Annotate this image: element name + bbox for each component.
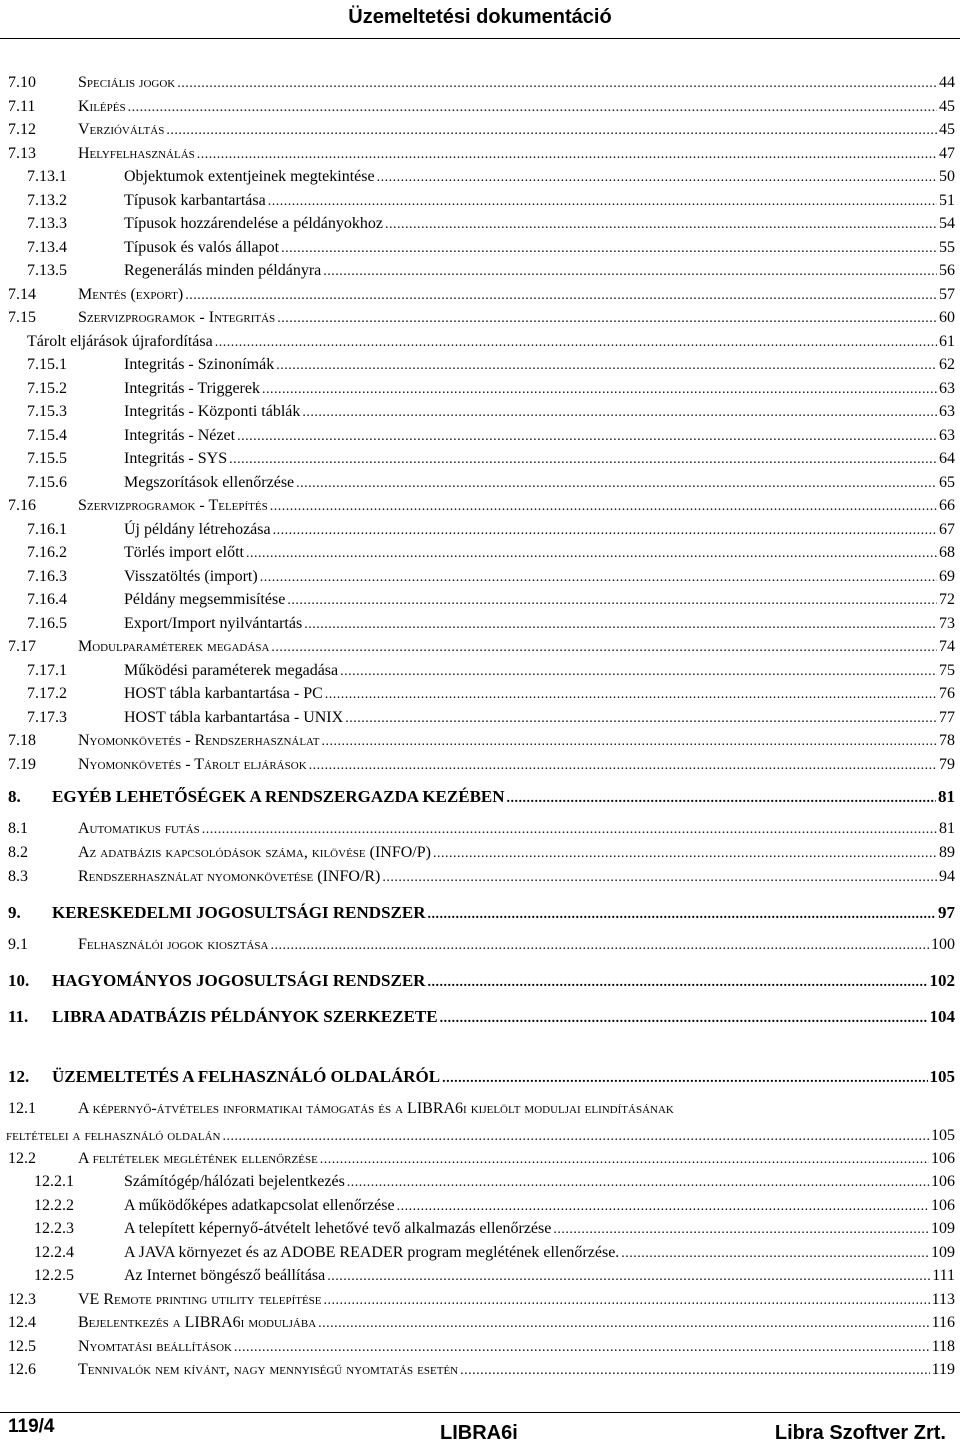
toc-entry-page: 79 — [939, 756, 955, 773]
toc-entry[interactable] — [0, 842, 955, 864]
toc-entry-title: Tárolt eljárások újrafordítása — [27, 333, 213, 350]
toc-entry-title: Szervizprogramok - Integritás — [78, 309, 276, 326]
dot-leader — [309, 755, 937, 777]
toc-entry-page: 62 — [939, 356, 955, 373]
toc-entry-page: 116 — [931, 1314, 955, 1331]
toc-entry-page: 89 — [939, 844, 955, 861]
toc-entry[interactable] — [0, 707, 955, 729]
dot-leader — [234, 1337, 930, 1359]
toc-entry-number: 7.11 — [8, 98, 36, 115]
toc-entry[interactable] — [0, 166, 955, 188]
toc-entry-number: 7.17.3 — [27, 709, 67, 726]
toc-entry-number: 7.17.1 — [27, 662, 67, 679]
dot-leader — [273, 520, 937, 542]
toc-entry-title: Mentés (export) — [78, 286, 184, 303]
toc-entry-number: 7.16.2 — [27, 544, 67, 561]
toc-entry-title: Modulparaméterek megadása — [78, 638, 270, 655]
toc-entry-title: A telepített képernyő-átvételt lehetővé tevő alkalmazás ellenőrzése — [124, 1220, 552, 1237]
dot-leader — [345, 708, 937, 730]
toc-entry-number: 9. — [8, 903, 21, 922]
toc-entry[interactable] — [0, 72, 955, 94]
dot-leader — [442, 1068, 927, 1090]
toc-entry-page: 97 — [938, 903, 955, 922]
toc-entry-title: Integritás - SYS — [124, 450, 228, 467]
toc-entry-page: 68 — [939, 544, 955, 561]
toc-entry-title: Új példány létrehozása — [124, 521, 271, 538]
toc-entry-title: Felhasználói jogok kiosztása — [78, 936, 269, 953]
dot-leader — [268, 191, 937, 213]
toc-entry-number: 7.17 — [8, 638, 36, 655]
dot-leader — [271, 637, 937, 659]
dot-leader — [385, 214, 937, 236]
toc-entry-number: 12.2.3 — [34, 1220, 74, 1237]
toc-entry-title: A feltételek meglétének ellenőrzése — [78, 1150, 318, 1167]
toc-entry-page: 106 — [931, 1150, 955, 1167]
dot-leader — [460, 1360, 929, 1382]
toc-entry[interactable] — [0, 307, 955, 329]
toc-entry-number: 12. — [8, 1067, 30, 1086]
toc-entry-page: 109 — [931, 1220, 955, 1237]
toc-entry-title: Típusok hozzárendelése a példányokhoz — [124, 215, 384, 232]
toc-entry-number: 7.13 — [8, 145, 36, 162]
toc-entry[interactable] — [0, 1265, 955, 1287]
toc-entry-number: 12.2 — [8, 1150, 36, 1167]
toc-entry-page: 56 — [939, 262, 955, 279]
dot-leader — [287, 590, 937, 612]
toc-entry[interactable] — [0, 589, 955, 611]
toc-entry-number: 12.2.1 — [34, 1173, 74, 1190]
toc-entry[interactable] — [0, 542, 955, 564]
toc-entry-number: 7.15.6 — [27, 474, 67, 491]
toc-entry-page: 81 — [939, 820, 955, 837]
toc-entry-title: Export/Import nyilvántartás — [124, 615, 303, 632]
toc-entry-number: 7.13.5 — [27, 262, 67, 279]
toc-entry[interactable] — [0, 1312, 955, 1334]
toc-entry-title: HAGYOMÁNYOS JOGOSULTSÁGI RENDSZER — [52, 971, 426, 990]
toc-entry-title: A működőképes adatkapcsolat ellenőrzése — [124, 1197, 395, 1214]
toc-entry[interactable] — [0, 96, 955, 118]
toc-entry-page: 63 — [939, 427, 955, 444]
toc-entry-page: 78 — [939, 732, 955, 749]
toc-entry-title: KERESKEDELMI JOGOSULTSÁGI RENDSZER — [52, 903, 426, 922]
dot-leader — [507, 788, 936, 810]
dot-leader — [621, 1243, 929, 1265]
toc-entry-number: 8.3 — [8, 868, 28, 885]
toc-entry-page: 65 — [939, 474, 955, 491]
dot-leader — [222, 1126, 929, 1148]
dot-leader — [202, 819, 937, 841]
toc-entry-page: 51 — [939, 192, 955, 209]
toc-entry-continuation[interactable] — [0, 1125, 955, 1147]
dot-leader — [128, 97, 937, 119]
toc-entry-number: 7.18 — [8, 732, 36, 749]
dot-leader — [262, 379, 937, 401]
toc-entry-page: 54 — [939, 215, 955, 232]
toc-entry-number: 7.10 — [8, 74, 36, 91]
toc-entry-number: 11. — [8, 1007, 29, 1026]
toc-entry-title: Integritás - Triggerek — [124, 380, 260, 397]
dot-leader — [433, 843, 937, 865]
toc-entry-number: 7.19 — [8, 756, 36, 773]
dot-leader — [185, 285, 937, 307]
dot-leader — [246, 543, 937, 565]
toc-entry-page: 113 — [931, 1291, 955, 1308]
toc-entry[interactable] — [0, 495, 955, 517]
toc-entry-page: 60 — [939, 309, 955, 326]
toc-entry-page: 109 — [931, 1244, 955, 1261]
toc-entry-page: 100 — [931, 936, 955, 953]
toc-entry-title: Visszatöltés (import) — [124, 568, 258, 585]
toc-entry-title: Tennivalók nem kívánt, nagy mennyiségű nyomtatás esetén — [78, 1361, 459, 1378]
toc-entry[interactable] — [0, 472, 955, 494]
toc-entry-page: 106 — [931, 1197, 955, 1214]
toc-entry[interactable] — [0, 1359, 955, 1381]
toc-entry[interactable] — [0, 934, 955, 956]
toc-entry-title: Regenerálás minden példányra — [124, 262, 322, 279]
toc-entry-page: 73 — [939, 615, 955, 632]
toc-entry-title: Speciális jogok — [78, 74, 176, 91]
dot-leader — [296, 473, 937, 495]
toc-entry-number: 8.1 — [8, 820, 28, 837]
toc-entry[interactable] — [0, 902, 955, 924]
toc-entry-page: 64 — [939, 450, 955, 467]
toc-entry[interactable] — [0, 401, 955, 423]
toc-entry[interactable] — [0, 786, 955, 808]
toc-entry-page: 50 — [939, 168, 955, 185]
toc-entry-number: 7.13.2 — [27, 192, 67, 209]
dot-leader — [427, 904, 936, 926]
toc-entry-page: 63 — [939, 403, 955, 420]
toc-entry-title: Nyomonkövetés - Rendszerhasználat — [78, 732, 320, 749]
toc-entry-title: EGYÉB LEHETŐSÉGEK A RENDSZERGAZDA KEZÉBEN — [52, 787, 505, 806]
toc-entry-title: LIBRA ADATBÁZIS PÉLDÁNYOK SZERKEZETE — [52, 1007, 438, 1026]
toc-entry-title: A JAVA környezet és az ADOBE READER program meglétének ellenőrzése. — [124, 1244, 620, 1261]
dot-leader — [197, 144, 937, 166]
toc-entry[interactable] — [0, 331, 955, 353]
toc-entry-number: 12.4 — [8, 1314, 36, 1331]
company-name: Libra Szoftver Zrt. — [774, 1422, 946, 1444]
dot-leader — [318, 1313, 929, 1335]
toc-entry-number: 12.1 — [8, 1100, 36, 1117]
toc-entry-title: Kilépés — [78, 98, 126, 115]
toc-entry-title: Integritás - Szinonímák — [124, 356, 275, 373]
toc-entry-number: 7.15.3 — [27, 403, 67, 420]
toc-entry[interactable] — [0, 730, 955, 752]
dot-leader — [397, 1196, 929, 1218]
toc-entry-title: Példány megsemmisítése — [124, 591, 286, 608]
toc-entry-title: Típusok karbantartása — [124, 192, 266, 209]
page-header: Üzemeltetési dokumentáció — [348, 6, 612, 28]
toc-entry[interactable] — [0, 1098, 955, 1120]
toc-entry[interactable] — [0, 818, 955, 840]
toc-entry-page: 105 — [931, 1127, 955, 1144]
toc-entry[interactable] — [0, 190, 955, 212]
toc-entry-title: HOST tábla karbantartása - PC — [124, 685, 323, 702]
toc-entry-number: 7.16.1 — [27, 521, 67, 538]
toc-entry-title: Nyomonkövetés - Tárolt eljárások — [78, 756, 307, 773]
toc-entry-title: Számítógép/hálózati bejelentkezés — [124, 1173, 345, 1190]
toc-entry-page: 72 — [939, 591, 955, 608]
toc-entry-number: 7.16.5 — [27, 615, 67, 632]
dot-leader — [260, 567, 937, 589]
toc-entry-page: 47 — [939, 145, 955, 162]
dot-leader — [322, 731, 938, 753]
toc-entry-title: Rendszerhasználat nyomonkövetése (INFO/R) — [78, 868, 381, 885]
toc-entry-title: Szervizprogramok - Telepítés — [78, 497, 268, 514]
toc-entry-page: 69 — [939, 568, 955, 585]
toc-entry[interactable] — [0, 1289, 955, 1311]
toc-entry-title: Nyomtatási beállítások — [78, 1338, 232, 1355]
dot-leader — [229, 449, 937, 471]
toc-entry-page: 119 — [931, 1361, 955, 1378]
toc-entry-title: Helyfelhasználás — [78, 145, 195, 162]
toc-entry-page: 75 — [939, 662, 955, 679]
dot-leader — [340, 661, 937, 683]
toc-entry-title-continuation: feltételei a felhasználó oldalán — [6, 1127, 221, 1144]
toc-entry[interactable] — [0, 613, 955, 635]
toc-entry-page: 61 — [939, 333, 955, 350]
toc-entry-number: 7.15 — [8, 309, 36, 326]
toc-entry-number: 7.16.4 — [27, 591, 67, 608]
toc-entry-page: 76 — [939, 685, 955, 702]
toc-entry-number: 7.17.2 — [27, 685, 67, 702]
toc-entry-page: 104 — [929, 1007, 955, 1026]
toc-entry[interactable] — [0, 378, 955, 400]
toc-entry-number: 7.16.3 — [27, 568, 67, 585]
toc-entry-page: 67 — [939, 521, 955, 538]
toc-entry-page: 45 — [939, 121, 955, 138]
toc-entry-page: 77 — [939, 709, 955, 726]
toc-entry-number: 10. — [8, 971, 30, 990]
toc-entry[interactable] — [0, 1195, 955, 1217]
toc-entry-title: Integritás - Központi táblák — [124, 403, 301, 420]
toc-entry-page: 118 — [931, 1338, 955, 1355]
toc-entry[interactable] — [0, 119, 955, 141]
toc-entry[interactable] — [0, 213, 955, 235]
toc-entry-title: Automatikus futás — [78, 820, 200, 837]
toc-entry[interactable] — [0, 566, 955, 588]
toc-entry-number: 7.13.4 — [27, 239, 67, 256]
toc-entry-number: 12.5 — [8, 1338, 36, 1355]
toc-entry-number: 12.6 — [8, 1361, 36, 1378]
product-name: LIBRA6i — [440, 1422, 518, 1444]
toc-entry-number: 8. — [8, 787, 21, 806]
toc-entry-page: 102 — [929, 971, 955, 990]
toc-entry[interactable] — [0, 636, 955, 658]
toc-entry-page: 66 — [939, 497, 955, 514]
toc-entry-number: 12.3 — [8, 1291, 36, 1308]
dot-leader — [270, 935, 929, 957]
toc-entry-number: 8.2 — [8, 844, 28, 861]
toc-entry-title: Típusok és valós állapot — [124, 239, 280, 256]
toc-entry-title: A képernyő-átvételes informatikai támogatás és a LIBRA6i kijelölt moduljai elindításának — [78, 1100, 674, 1117]
dot-leader — [427, 972, 927, 994]
toc-entry[interactable] — [0, 143, 955, 165]
toc-entry-number: 7.12 — [8, 121, 36, 138]
toc-entry[interactable] — [0, 448, 955, 470]
toc-entry-page: 81 — [938, 787, 955, 806]
page-footer — [0, 1416, 960, 1446]
dot-leader — [276, 355, 937, 377]
dot-leader — [277, 308, 937, 330]
dot-leader — [215, 332, 937, 354]
toc-entry-number: 12.2.5 — [34, 1267, 74, 1284]
toc-entry-number: 12.2.4 — [34, 1244, 74, 1261]
toc-entry-title: Objektumok extentjeinek megtekintése — [124, 168, 375, 185]
toc-entry[interactable] — [0, 354, 955, 376]
toc-entry-page: 63 — [939, 380, 955, 397]
toc-entry[interactable] — [0, 683, 955, 705]
toc-entry[interactable] — [0, 237, 955, 259]
toc-entry-number: 12.2.2 — [34, 1197, 74, 1214]
toc-entry-title: HOST tábla karbantartása - UNIX — [124, 709, 344, 726]
toc-entry-number: 7.15.5 — [27, 450, 67, 467]
toc-entry[interactable] — [0, 1218, 955, 1240]
toc-entry-number: 7.15.2 — [27, 380, 67, 397]
toc-entry-page: 45 — [939, 98, 955, 115]
toc-entry-title: ÜZEMELTETÉS A FELHASZNÁLÓ OLDALÁRÓL — [52, 1067, 441, 1086]
toc-entry-title: Az Internet böngésző beállítása — [124, 1267, 326, 1284]
toc-entry-title: Törlés import előtt — [124, 544, 244, 561]
toc-entry-number: 7.15.1 — [27, 356, 67, 373]
dot-leader — [327, 1266, 930, 1288]
toc-entry-number: 7.13.1 — [27, 168, 67, 185]
toc-entry[interactable] — [0, 970, 955, 992]
toc-entry-number: 7.14 — [8, 286, 36, 303]
toc-entry-number: 9.1 — [8, 936, 28, 953]
toc-entry[interactable] — [0, 1006, 955, 1028]
dot-leader — [237, 426, 937, 448]
toc-entry-page: 55 — [939, 239, 955, 256]
dot-leader — [320, 1149, 929, 1171]
toc-entry-title: Integritás - Nézet — [124, 427, 236, 444]
toc-entry[interactable] — [0, 1242, 955, 1264]
dot-leader — [347, 1172, 929, 1194]
toc-entry-page: 94 — [939, 868, 955, 885]
toc-entry[interactable] — [0, 754, 955, 776]
toc-entry-title: VE Remote printing utility telepítése — [78, 1291, 322, 1308]
toc-entry[interactable] — [0, 260, 955, 282]
dot-leader — [270, 496, 937, 518]
toc-entry-number: 7.15.4 — [27, 427, 67, 444]
toc-entry-page: 106 — [931, 1173, 955, 1190]
toc-entry[interactable] — [0, 425, 955, 447]
dot-leader — [323, 261, 937, 283]
dot-leader — [166, 120, 937, 142]
dot-leader — [177, 73, 937, 95]
toc-entry-title: Bejelentkezés a LIBRA6i moduljába — [78, 1314, 317, 1331]
dot-leader — [324, 1290, 930, 1312]
toc-entry-title: Verzióváltás — [78, 121, 165, 138]
dot-leader — [325, 684, 937, 706]
toc-entry[interactable] — [0, 1336, 955, 1358]
footer-rule — [0, 1412, 960, 1413]
toc-entry-number: 7.13.3 — [27, 215, 67, 232]
header-rule — [0, 38, 960, 39]
toc-entry[interactable] — [0, 1171, 955, 1193]
toc-entry-page: 74 — [939, 638, 955, 655]
dot-leader — [553, 1219, 929, 1241]
dot-leader — [304, 614, 937, 636]
toc-entry-page: 44 — [939, 74, 955, 91]
toc-entry[interactable] — [0, 519, 955, 541]
toc-entry[interactable] — [0, 866, 955, 888]
toc-entry-page: 111 — [932, 1267, 955, 1284]
toc-entry[interactable] — [0, 1066, 955, 1088]
toc-entry[interactable] — [0, 1148, 955, 1170]
dot-leader — [382, 867, 937, 889]
dot-leader — [377, 167, 937, 189]
toc-entry-number: 7.16 — [8, 497, 36, 514]
toc-entry-title: Megszorítások ellenőrzése — [124, 474, 295, 491]
dot-leader — [302, 402, 937, 424]
toc-entry-page: 105 — [929, 1067, 955, 1086]
toc-entry-title: Az adatbázis kapcsolódások száma, kilövése (INFO/P) — [78, 844, 431, 861]
page-number: 119/4 — [8, 1416, 55, 1437]
toc-entry[interactable] — [0, 660, 955, 682]
toc-entry[interactable] — [0, 284, 955, 306]
toc-entry-title: Működési paraméterek megadása — [124, 662, 339, 679]
dot-leader — [440, 1008, 928, 1030]
toc-entry-page: 57 — [939, 286, 955, 303]
dot-leader — [281, 238, 937, 260]
